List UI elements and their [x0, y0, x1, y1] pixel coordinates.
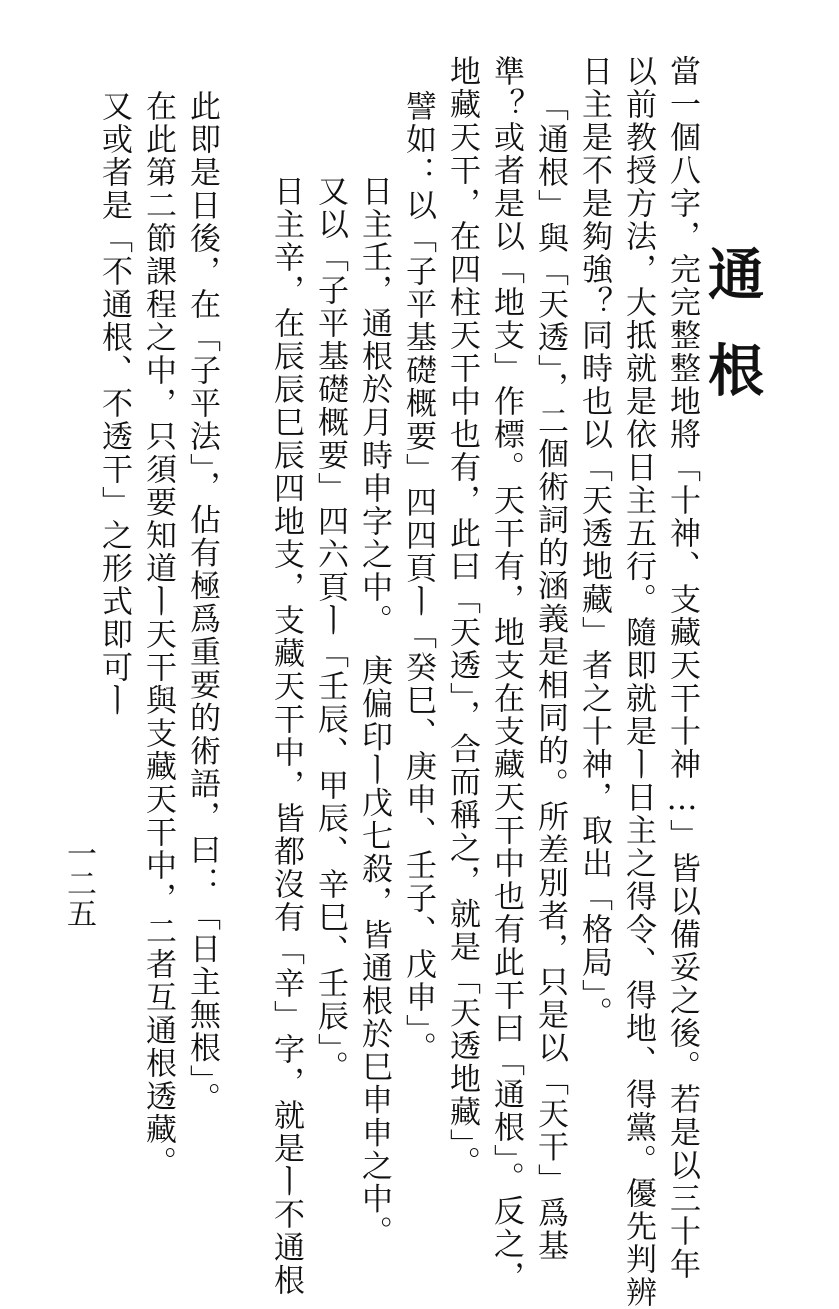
page-title: 通根	[699, 245, 765, 437]
text-column: 當一個八字，完完整整地將「十神、支藏天干十神…」皆以備妥之後。若是以三十年	[664, 55, 700, 1281]
text-column: 準？或者是以「地支」作標。天干有，地支在支藏天干中也有此干曰「通根」。反之，	[488, 55, 524, 1294]
text-column: 又或者是「不通根、不透干」之形式即可ㅣ	[96, 90, 132, 717]
page-number: 一二五	[61, 838, 96, 928]
text-column: 又以「子平基礎概要」四六頁ㅣ「壬辰、甲辰、辛巳、壬辰」。	[312, 175, 348, 1084]
text-column: 日主壬，通根於月時申字之中。 庚偏印ㅣ戊七殺，皆通根於巳申申之中。	[356, 175, 392, 1249]
text-column: 以前教授方法，大抵就是依日主五行。隨即就是ㅣ日主之得令、得地、得黨。優先判辨	[620, 55, 656, 1309]
text-column: 日主是不是夠強？同時也以「天透地藏」者之十神，取出「格局」。	[576, 55, 612, 1030]
text-column: 地藏天干，在四柱天干中也有，此曰「天透」，合而稱之，就是「天透地藏」。	[444, 55, 480, 1179]
text-column: 在此第二節課程之中，只須要知道ㅣ天干與支藏天干中，二者互通根透藏。	[140, 90, 176, 1179]
text-column: 日主辛，在辰辰巳辰四地支，支藏天干中，皆都沒有「辛」字，就是ㅣ不通根	[268, 175, 304, 1297]
text-column: 此即是日後，在「子平法」，佔有極爲重要的術語，曰：「日主無根」。	[184, 90, 220, 1115]
text-column: 譬如：以「子平基礎概要」四四頁ㅣ「癸巳、庚申、壬子、戊申」。	[400, 90, 436, 1065]
text-column: 「通根」與「天透」，二個術詞的涵義是相同的。所差別者，只是以「天干」爲基	[532, 90, 568, 1263]
